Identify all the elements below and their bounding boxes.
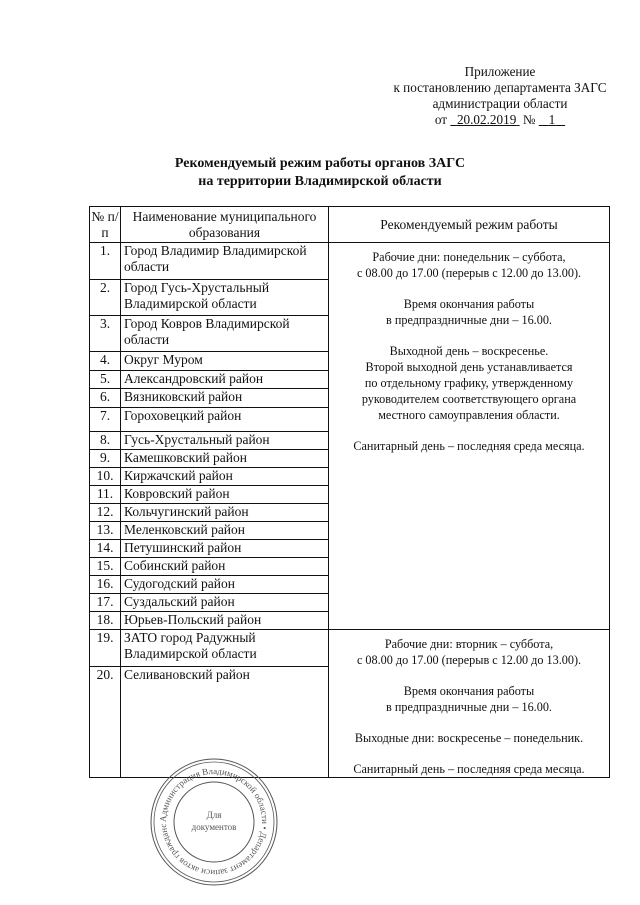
seal-ring-text: Администрация Владимирской области • Департамент записи актов гражданс: [157, 765, 271, 879]
official-seal: [148, 756, 280, 888]
schedule-a-dayoff-2: Второй выходной день устанавливается: [365, 360, 573, 374]
schedule-b-workdays: Рабочие дни: вторник – суббота,: [384, 637, 554, 651]
schedule-a-preholiday-2: в предпраздничные дни – 16.00.: [386, 313, 552, 327]
header-num: № п/п: [90, 207, 121, 243]
row-num: 10.: [90, 468, 121, 486]
row-num: 16.: [90, 576, 121, 594]
title-line-2: на территории Владимирской области: [198, 174, 442, 189]
appendix-line-1: Приложение: [464, 64, 536, 79]
row-name: Гусь-Хрустальный район: [121, 432, 329, 450]
date-prefix: от: [434, 112, 448, 127]
schedule-a-hours: с 08.00 до 17.00 (перерыв с 12.00 до 13.00).: [356, 266, 582, 280]
schedule-a-preholiday-1: Время окончания работы: [403, 297, 535, 311]
table-row: [90, 243, 610, 280]
row-name: Город Ковров Владимирской области: [121, 316, 329, 352]
row-num: 1.: [90, 243, 121, 280]
appendix-date: [450, 112, 519, 127]
schedule-a-dayoff-5: местного самоуправления области.: [378, 408, 560, 422]
row-num: 12.: [90, 504, 121, 522]
row-name: Гороховецкий район: [121, 408, 329, 432]
schedule-a-dayoff-4: руководителем соответствующего органа: [361, 392, 577, 406]
row-num: 9.: [90, 450, 121, 468]
number-prefix: №: [522, 112, 536, 127]
row-num: 6.: [90, 389, 121, 408]
schedule-table: [89, 206, 610, 778]
table-header-row: [90, 207, 610, 243]
seal-icon: [148, 756, 280, 888]
schedule-a-sanitary: Санитарный день – последняя среда месяца.: [353, 439, 585, 453]
schedule-a: [329, 243, 610, 630]
row-name: Город Владимир Владимирской области: [121, 243, 329, 280]
row-num: 4.: [90, 352, 121, 371]
schedule-b-sanitary: Санитарный день – последняя среда месяца.: [353, 762, 585, 776]
row-name: Город Гусь-Хрустальный Владимирской области: [121, 280, 329, 316]
row-num: 8.: [90, 432, 121, 450]
schedule-b-preholiday-1: Время окончания работы: [403, 684, 535, 698]
appendix-line-3: администрации области: [432, 96, 568, 111]
schedule-a-dayoff-3: по отдельному графику, утвержденному: [364, 376, 574, 390]
header-name: Наименование муниципального образования: [121, 207, 329, 243]
row-num: 3.: [90, 316, 121, 352]
row-num: 2.: [90, 280, 121, 316]
row-name: Меленковский район: [121, 522, 329, 540]
header-schedule: Рекомендуемый режим работы: [329, 207, 610, 243]
appendix-line-2: к постановлению департамента ЗАГС: [393, 80, 607, 95]
seal-center-line-2: документов: [191, 822, 237, 832]
schedule-b-hours: с 08.00 до 17.00 (перерыв с 12.00 до 13.00).: [356, 653, 582, 667]
row-name: Собинский район: [121, 558, 329, 576]
schedule-b-preholiday-2: в предпраздничные дни – 16.00.: [386, 700, 552, 714]
row-num: 15.: [90, 558, 121, 576]
document-title: [0, 155, 640, 191]
row-name: Александровский район: [121, 371, 329, 389]
row-name: Вязниковский район: [121, 389, 329, 408]
seal-center-line-1: Для: [206, 810, 222, 820]
row-num: 17.: [90, 594, 121, 612]
row-num: 7.: [90, 408, 121, 432]
row-name: Кольчугинский район: [121, 504, 329, 522]
row-num: 5.: [90, 371, 121, 389]
row-name: Киржачский район: [121, 468, 329, 486]
row-name: Петушинский район: [121, 540, 329, 558]
row-name: Суздальский район: [121, 594, 329, 612]
table-row: [90, 630, 610, 667]
title-line-1: Рекомендуемый режим работы органов ЗАГС: [174, 156, 466, 171]
appendix-number-value: 1: [548, 112, 556, 127]
row-num: 18.: [90, 612, 121, 630]
row-num: 20.: [90, 666, 121, 777]
schedule-a-dayoff-1: Выходной день – воскресенье.: [389, 344, 549, 358]
appendix-header: [380, 64, 620, 128]
row-num: 13.: [90, 522, 121, 540]
row-name: Селивановский район: [121, 666, 329, 777]
schedule-b: [329, 630, 610, 778]
row-num: 14.: [90, 540, 121, 558]
row-name: Округ Муром: [121, 352, 329, 371]
row-num: 19.: [90, 630, 121, 667]
row-name: ЗАТО город Радужный Владимирской области: [121, 630, 329, 667]
row-name: Камешковский район: [121, 450, 329, 468]
schedule-a-workdays: Рабочие дни: понедельник – суббота,: [372, 250, 566, 264]
appendix-number: [539, 112, 565, 127]
row-name: Судогодский район: [121, 576, 329, 594]
appendix-date-value: 20.02.2019: [456, 112, 517, 127]
row-name: Юрьев-Польский район: [121, 612, 329, 630]
appendix-date-line: [380, 112, 620, 128]
row-num: 11.: [90, 486, 121, 504]
row-name: Ковровский район: [121, 486, 329, 504]
schedule-b-dayoff: Выходные дни: воскресенье – понедельник.: [354, 731, 584, 745]
